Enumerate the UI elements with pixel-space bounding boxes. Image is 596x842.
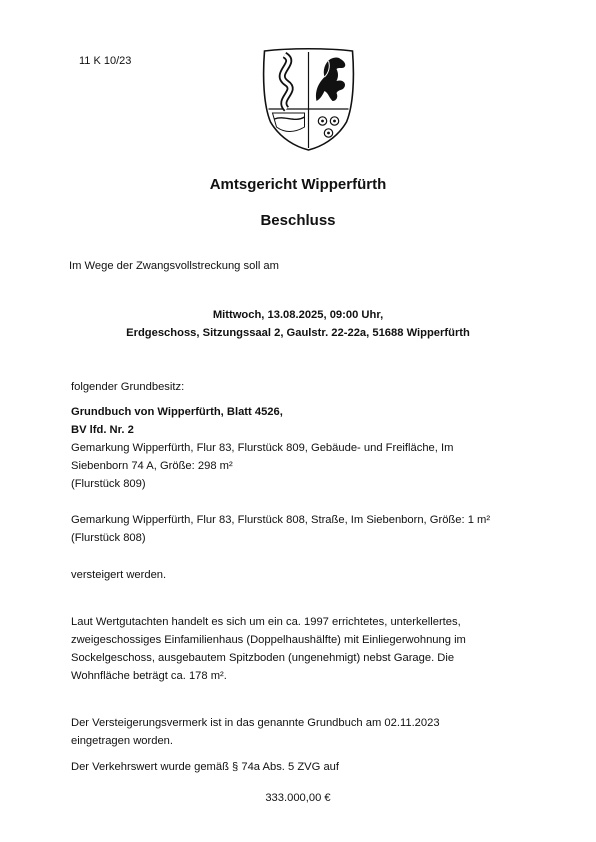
nrw-coat-of-arms-icon — [258, 47, 359, 151]
court-name: Amtsgericht Wipperfürth — [209, 176, 387, 193]
auction-location: Erdgeschoss, Sitzungssaal 2, Gaulstr. 22-22a, 51688 Wipperfürth — [126, 327, 470, 339]
appraisal-line-2: zweigeschossiges Einfamilienhaus (Doppelhaushälfte) mit Einliegerwohnung im — [71, 634, 466, 646]
parcel-1-line-1: Gemarkung Wipperfürth, Flur 83, Flurstück 809, Gebäude- und Freifläche, Im — [71, 442, 454, 454]
appraisal-line-3: Sockelgeschoss, ausgebautem Spitzboden (ungenehmigt) nebst Garage. Die — [71, 652, 455, 664]
market-value: 333.000,00 € — [265, 792, 331, 804]
bv-number: BV lfd. Nr. 2 — [71, 424, 134, 436]
property-intro: folgender Grundbesitz: — [71, 381, 185, 393]
note-line-2: eingetragen worden. — [71, 735, 174, 747]
file-number: 11 K 10/23 — [79, 55, 132, 67]
value-intro: Der Verkehrswert wurde gemäß § 74a Abs. 5 ZVG auf — [71, 761, 340, 773]
appraisal-line-1: Laut Wertgutachten handelt es sich um ein ca. 1997 errichtetes, unterkellertes, — [71, 616, 461, 628]
intro-text: Im Wege der Zwangsvollstreckung soll am — [69, 260, 279, 272]
parcel-1-ref: (Flurstück 809) — [71, 478, 146, 490]
document-title: Beschluss — [260, 212, 336, 229]
parcel-1-line-2: Siebenborn 74 A, Größe: 298 m² — [71, 460, 233, 472]
auction-phrase: versteigert werden. — [71, 569, 167, 581]
appraisal-line-4: Wohnfläche beträgt ca. 178 m². — [71, 670, 227, 682]
auction-date: Mittwoch, 13.08.2025, 09:00 Uhr, — [212, 309, 384, 321]
note-line-1: Der Versteigerungsvermerk ist in das genannte Grundbuch am 02.11.2023 — [71, 717, 440, 729]
parcel-2-line-1: Gemarkung Wipperfürth, Flur 83, Flurstück 808, Straße, Im Siebenborn, Größe: 1 m² — [71, 514, 491, 526]
parcel-2-ref: (Flurstück 808) — [71, 532, 146, 544]
land-register: Grundbuch von Wipperfürth, Blatt 4526, — [71, 406, 283, 418]
